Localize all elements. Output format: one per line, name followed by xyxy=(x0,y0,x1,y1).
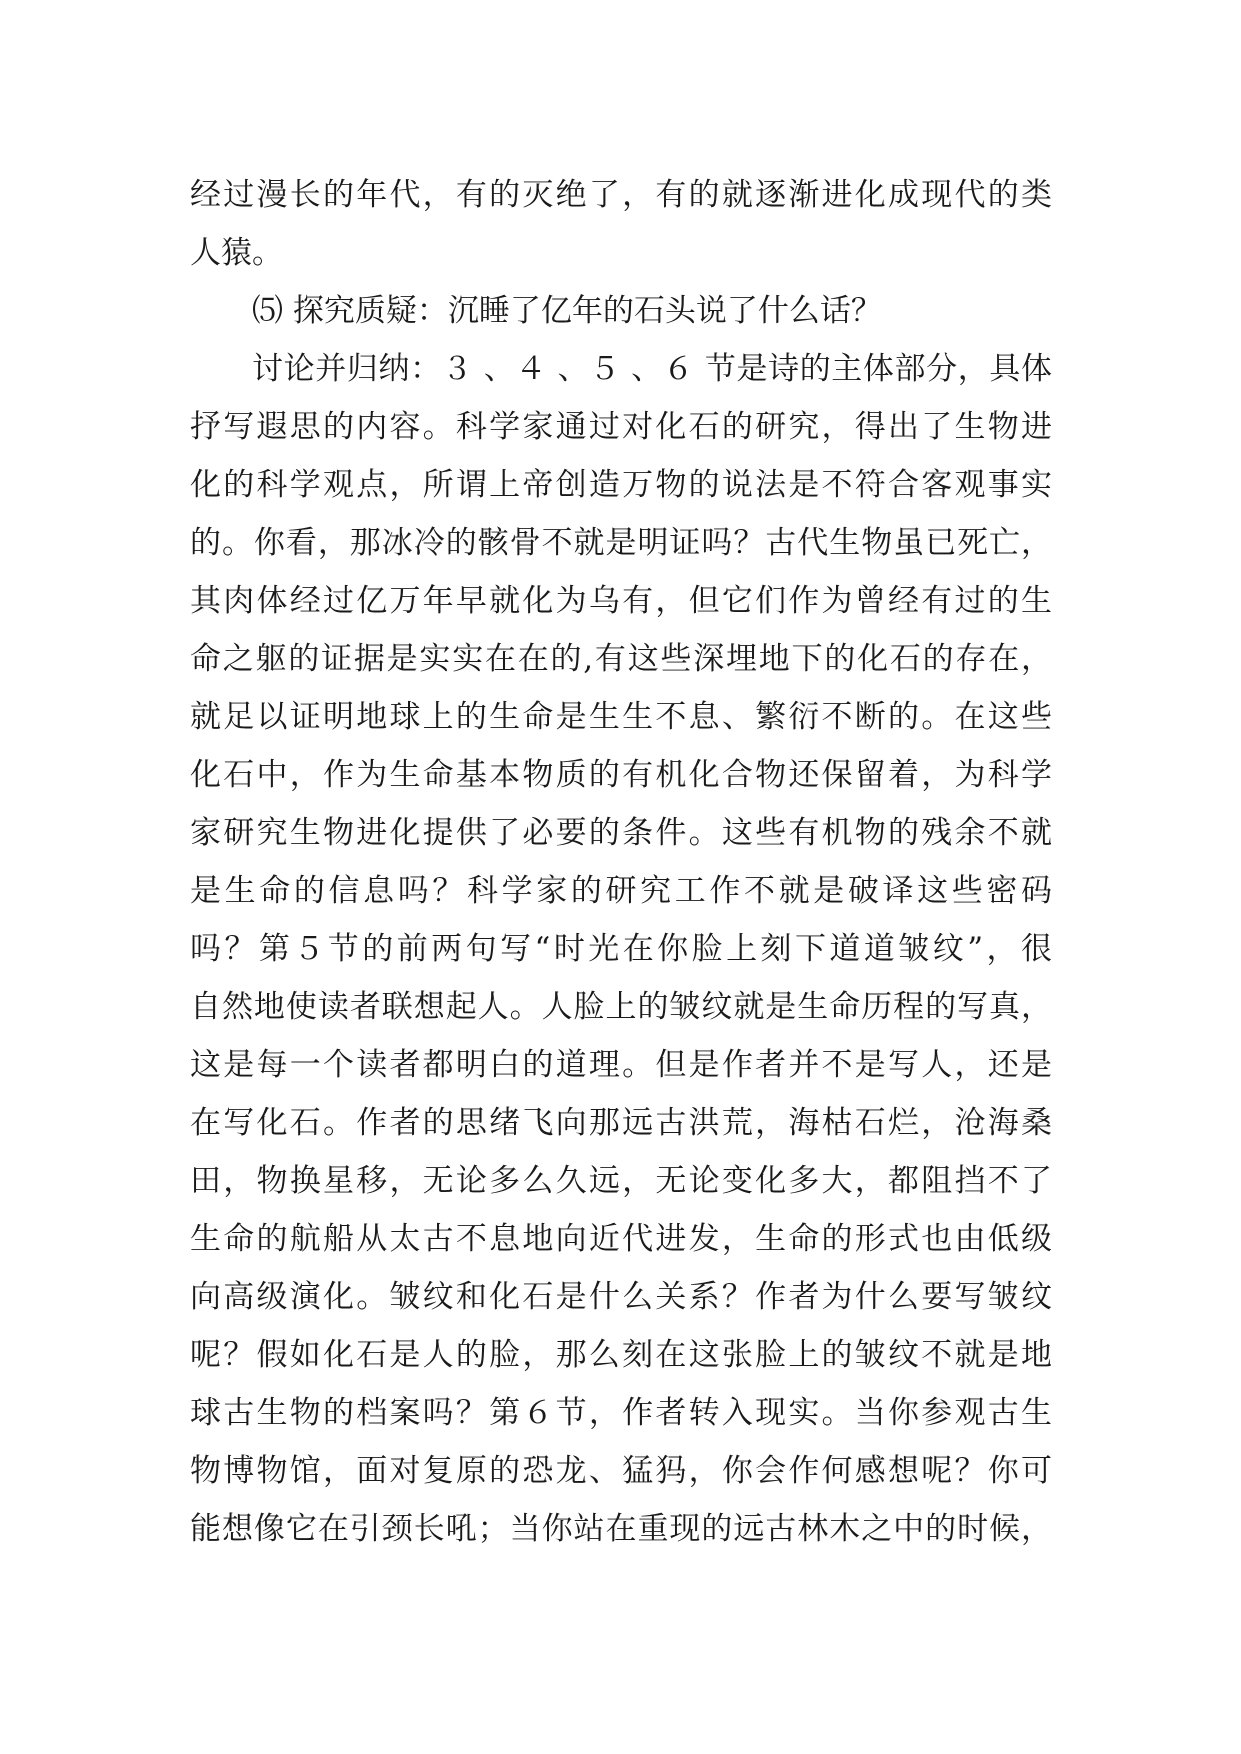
text-line: 自然地使读者联想起人。人脸上的皱纹就是生命历程的写真， xyxy=(190,989,1052,1025)
text-line: 呢？假如化石是人的脸，那么刻在这张脸上的皱纹不就是地 xyxy=(190,1337,1052,1373)
body-text xyxy=(190,166,1052,1558)
text-line: 吗？第５节的前两句写“时光在你脸上刻下道道皱纹”，很 xyxy=(190,931,1052,967)
text-line: 在写化石。作者的思绪飞向那远古洪荒，海枯石烂，沧海桑 xyxy=(190,1105,1052,1141)
text-line: 命之躯的证据是实实在在的,有这些深埋地下的化石的存在， xyxy=(190,641,1052,677)
text-line: 能想像它在引颈长吼；当你站在重现的远古林木之中的时候， xyxy=(190,1511,1052,1547)
text-line: 球古生物的档案吗？第６节，作者转入现实。当你参观古生 xyxy=(190,1395,1052,1431)
text-line: 讨论并归纳：３ 、４ 、５ 、６ 节是诗的主体部分，具体 xyxy=(252,351,1052,387)
text-line: 化的科学观点，所谓上帝创造万物的说法是不符合客观事实 xyxy=(190,467,1052,503)
text-line: 化石中，作为生命基本物质的有机化合物还保留着，为科学 xyxy=(190,757,1052,793)
text-line: 抒写遐思的内容。科学家通过对化石的研究，得出了生物进 xyxy=(190,409,1052,445)
text-line: 物博物馆，面对复原的恐龙、猛犸，你会作何感想呢？你可 xyxy=(190,1453,1052,1489)
text-line: 向高级演化。皱纹和化石是什么关系？作者为什么要写皱纹 xyxy=(190,1279,1052,1315)
text-line: 田，物换星移，无论多么久远，无论变化多大，都阻挡不了 xyxy=(190,1163,1052,1199)
text-line: 就足以证明地球上的生命是生生不息、繁衍不断的。在这些 xyxy=(190,699,1052,735)
text-line: 这是每一个读者都明白的道理。但是作者并不是写人，还是 xyxy=(190,1047,1052,1083)
text-line: 的。你看，那冰冷的骸骨不就是明证吗？古代生物虽已死亡， xyxy=(190,525,1052,561)
text-line: 家研究生物进化提供了必要的条件。这些有机物的残余不就 xyxy=(190,815,1052,851)
text-line: 生命的航船从太古不息地向近代进发，生命的形式也由低级 xyxy=(190,1221,1052,1257)
text-line: 人猿。 xyxy=(190,235,283,271)
text-line: 其肉体经过亿万年早就化为乌有，但它们作为曾经有过的生 xyxy=(190,583,1052,619)
section-heading: ⑸ 探究质疑：沉睡了亿年的石头说了什么话？ xyxy=(252,293,882,329)
text-line: 是生命的信息吗？科学家的研究工作不就是破译这些密码 xyxy=(190,873,1052,909)
text-line: 经过漫长的年代，有的灭绝了，有的就逐渐进化成现代的类 xyxy=(190,177,1052,213)
